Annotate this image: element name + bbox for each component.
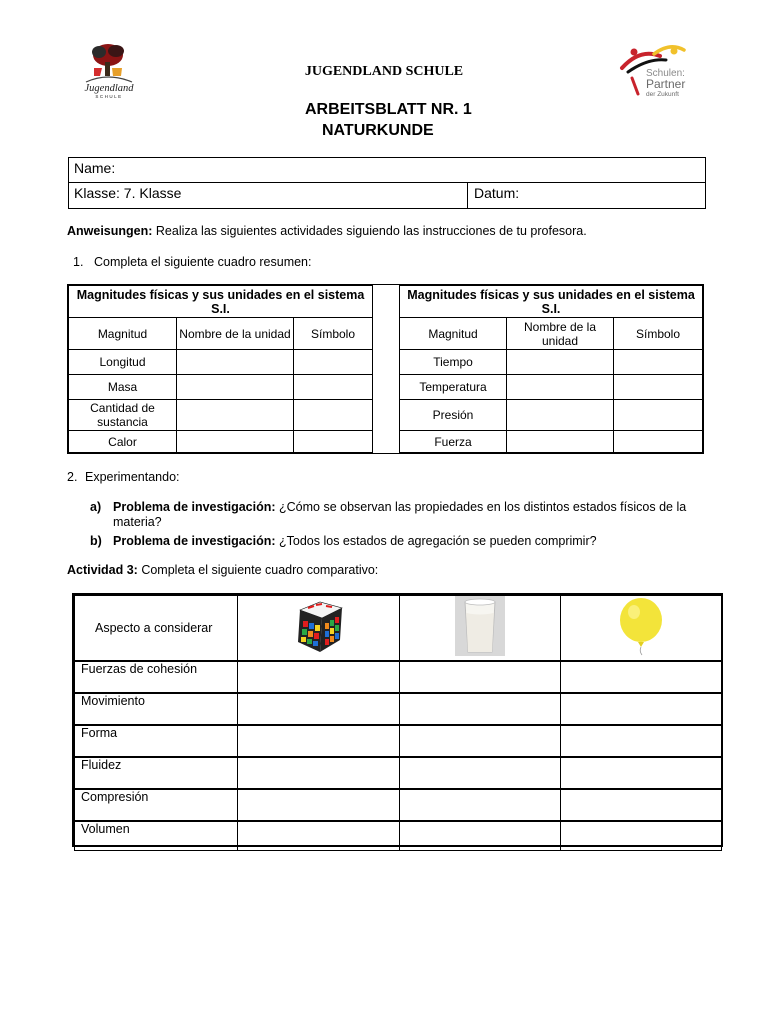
magnitude-cell: Presión bbox=[400, 400, 507, 431]
sheet-subject: NATURKUNDE bbox=[322, 122, 434, 139]
sheet-title: ARBEITSBLATT NR. 1 bbox=[305, 101, 472, 118]
class-field[interactable]: Klasse: 7. Klasse bbox=[74, 185, 182, 201]
svg-text:Schulen:: Schulen: bbox=[646, 68, 685, 79]
unit-name-input[interactable] bbox=[177, 350, 294, 375]
magnitude-cell: Cantidad de sustancia bbox=[69, 400, 177, 431]
aspect-label: Compresión bbox=[75, 789, 238, 821]
gas-answer-cell[interactable] bbox=[561, 661, 722, 693]
col-header-simbolo: Símbolo bbox=[614, 318, 703, 350]
name-field[interactable]: Name: bbox=[74, 160, 116, 176]
gas-answer-cell[interactable] bbox=[561, 693, 722, 725]
unit-name-input[interactable] bbox=[177, 400, 294, 431]
item-a-text: Problema de investigación: ¿Cómo se observan las propiedades en los distintos estados físicos de la materia? bbox=[113, 500, 687, 529]
instructions-label: Anweisungen: bbox=[67, 224, 153, 238]
liquid-answer-cell[interactable] bbox=[400, 789, 561, 821]
col-header-nombre: Nombre de la unidad bbox=[177, 318, 294, 350]
instructions-text: Realiza las siguientes actividades siguiendo las instrucciones de tu profesora. bbox=[152, 224, 587, 238]
magnitude-cell: Longitud bbox=[69, 350, 177, 375]
liquid-answer-cell[interactable] bbox=[400, 725, 561, 757]
yellow-balloon-icon bbox=[561, 596, 722, 662]
col-header-simbolo: Símbolo bbox=[294, 318, 373, 350]
aspect-header: Aspecto a considerar bbox=[75, 596, 238, 662]
task1-text: Completa el siguiente cuadro resumen: bbox=[94, 255, 312, 269]
table-row bbox=[75, 693, 722, 725]
table-row bbox=[69, 375, 703, 400]
aspect-label: Fuerzas de cohesión bbox=[75, 661, 238, 693]
solid-answer-cell[interactable] bbox=[238, 821, 400, 850]
solid-answer-cell[interactable] bbox=[238, 693, 400, 725]
magnitude-cell: Tiempo bbox=[400, 350, 507, 375]
aspect-label: Fluidez bbox=[75, 757, 238, 789]
glass-of-milk-icon bbox=[400, 596, 561, 662]
instructions bbox=[67, 224, 727, 239]
activity3-instruction: Actividad 3: Completa el siguiente cuadro comparativo: bbox=[67, 563, 379, 577]
class-date-row bbox=[69, 183, 705, 208]
comparison-table bbox=[72, 593, 723, 847]
school-name: JUGENDLAND SCHULE bbox=[304, 64, 464, 79]
unit-symbol-input[interactable] bbox=[294, 431, 373, 453]
summary-table bbox=[67, 284, 704, 454]
gas-answer-cell[interactable] bbox=[561, 789, 722, 821]
magnitude-cell: Fuerza bbox=[400, 431, 507, 453]
col-header-magnitud: Magnitud bbox=[69, 318, 177, 350]
table-row bbox=[75, 821, 722, 850]
summary-gap bbox=[373, 286, 400, 318]
unit-symbol-input[interactable] bbox=[614, 350, 703, 375]
task1-number: 1. bbox=[73, 255, 84, 269]
table-row bbox=[75, 661, 722, 693]
name-row bbox=[69, 158, 705, 183]
table-row bbox=[69, 431, 703, 453]
table-row bbox=[75, 757, 722, 789]
liquid-answer-cell[interactable] bbox=[400, 661, 561, 693]
summary-right-header: Magnitudes físicas y sus unidades en el sistema S.I. bbox=[400, 286, 703, 318]
magnitude-cell: Temperatura bbox=[400, 375, 507, 400]
table-row bbox=[69, 350, 703, 375]
unit-symbol-input[interactable] bbox=[614, 375, 703, 400]
gas-answer-cell[interactable] bbox=[561, 757, 722, 789]
svg-text:der Zukunft: der Zukunft bbox=[646, 91, 679, 98]
table-row bbox=[75, 789, 722, 821]
unit-name-input[interactable] bbox=[507, 375, 614, 400]
unit-name-input[interactable] bbox=[507, 400, 614, 431]
unit-name-input[interactable] bbox=[177, 375, 294, 400]
svg-text:Jugendland: Jugendland bbox=[84, 83, 134, 94]
solid-answer-cell[interactable] bbox=[238, 725, 400, 757]
unit-symbol-input[interactable] bbox=[614, 400, 703, 431]
unit-name-input[interactable] bbox=[507, 350, 614, 375]
date-field[interactable]: Datum: bbox=[474, 185, 520, 201]
unit-symbol-input[interactable] bbox=[294, 375, 373, 400]
aspect-label: Forma bbox=[75, 725, 238, 757]
task2-number: 2. bbox=[67, 470, 78, 484]
item-a-letter: a) bbox=[90, 500, 102, 514]
table-row bbox=[75, 725, 722, 757]
summary-left-header: Magnitudes físicas y sus unidades en el sistema S.I. bbox=[69, 286, 373, 318]
unit-symbol-input[interactable] bbox=[294, 350, 373, 375]
liquid-answer-cell[interactable] bbox=[400, 821, 561, 850]
col-header-nombre: Nombre de la unidad bbox=[507, 318, 614, 350]
table-row bbox=[69, 400, 703, 431]
magnitude-cell: Masa bbox=[69, 375, 177, 400]
svg-text:Partner: Partner bbox=[646, 77, 686, 91]
aspect-label: Movimiento bbox=[75, 693, 238, 725]
liquid-answer-cell[interactable] bbox=[400, 757, 561, 789]
aspect-label: Volumen bbox=[75, 821, 238, 850]
col-header-magnitud: Magnitud bbox=[400, 318, 507, 350]
task2-text: Experimentando: bbox=[85, 470, 180, 484]
gas-answer-cell[interactable] bbox=[561, 725, 722, 757]
unit-name-input[interactable] bbox=[507, 431, 614, 453]
unit-symbol-input[interactable] bbox=[614, 431, 703, 453]
student-info-box bbox=[68, 157, 706, 209]
solid-answer-cell[interactable] bbox=[238, 789, 400, 821]
unit-name-input[interactable] bbox=[177, 431, 294, 453]
item-b-letter: b) bbox=[90, 534, 102, 548]
svg-text:SCHULE: SCHULE bbox=[95, 94, 123, 99]
rubiks-cube-icon bbox=[238, 596, 400, 662]
magnitude-cell: Calor bbox=[69, 431, 177, 453]
gas-answer-cell[interactable] bbox=[561, 821, 722, 850]
item-b-text: Problema de investigación: ¿Todos los estados de agregación se pueden comprimir? bbox=[113, 534, 597, 548]
solid-answer-cell[interactable] bbox=[238, 757, 400, 789]
liquid-answer-cell[interactable] bbox=[400, 693, 561, 725]
solid-answer-cell[interactable] bbox=[238, 661, 400, 693]
unit-symbol-input[interactable] bbox=[294, 400, 373, 431]
